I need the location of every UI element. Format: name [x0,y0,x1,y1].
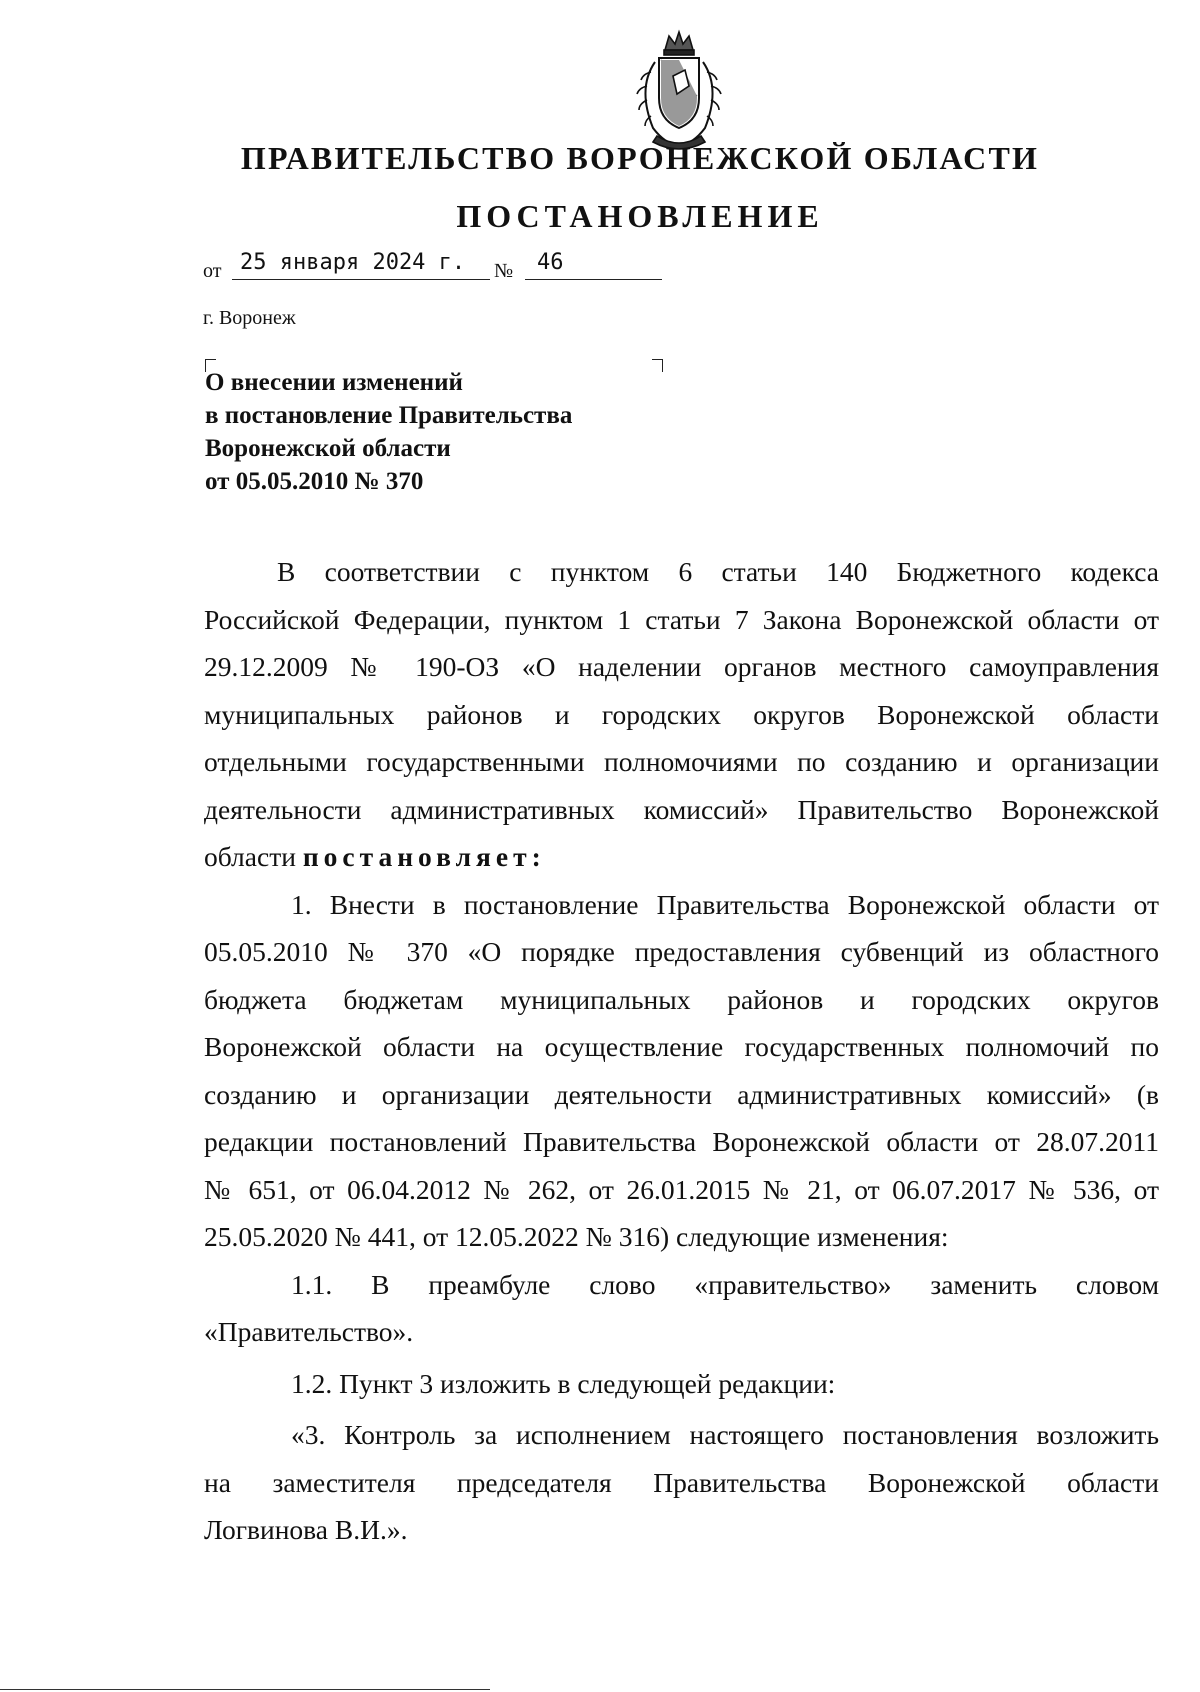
date-value: 25 января 2024 г. [240,250,466,275]
text-line: В соответствии с пунктом 6 статьи 140 Бюджетного кодекса [277,556,1159,587]
document-body [204,548,1159,1554]
number-prefix: № [494,260,514,282]
city-line: г. Воронеж [203,307,296,329]
paragraph-item-1 [204,881,1159,1261]
text-line: Воронежской области на осуществление государственных полномочий по [204,1031,1159,1062]
subject-line: в постановление Правительства [205,402,573,429]
date-prefix: от [203,260,222,282]
text-line: редакции постановлений Правительства Воронежской области от 28.07.2011 [204,1126,1159,1157]
subject-line: О внесении изменений [205,369,463,396]
document-subject [205,366,572,498]
text-line: на заместителя председателя Правительства Воронежской области [204,1466,1159,1498]
text-fragment: области [204,841,303,872]
date-number-line [203,250,673,290]
text-line: 1. Внести в постановление Правительства Воронежской области от [291,888,1159,920]
document-type-title: ПОСТАНОВЛЕНИЕ [456,198,824,234]
text-line: муниципальных районов и городских округов Воронежской области [204,698,1159,730]
text-line: созданию и организации деятельности административных комиссий» (в [204,1078,1159,1110]
paragraph-preamble [204,548,1159,881]
text-line: 1.2. Пункт 3 изложить в следующей редакции: [291,1367,836,1399]
text-line: 05.05.2010 № 370 «О порядке предоставления субвенций из областного [204,936,1159,967]
text-line [204,833,1159,881]
text-line: «3. Контроль за исполнением настоящего постановления возложить [291,1419,1159,1450]
text-line: Российской Федерации, пунктом 1 статьи 7 Закона Воронежской области от [204,603,1159,635]
number-value: 46 [537,250,564,275]
date-underline [232,279,490,280]
text-line: деятельности административных комиссий» Правительство Воронежской [204,793,1159,825]
subject-corner-right [652,359,663,372]
text-line: 1.1. В преамбуле слово «правительство» заменить словом [291,1268,1159,1300]
paragraph-item-1-1 [204,1261,1159,1356]
organization-title: ПРАВИТЕЛЬСТВО ВОРОНЕЖСКОЙ ОБЛАСТИ [240,140,1040,176]
text-line: 29.12.2009 № 190-ОЗ «О наделении органов местного самоуправления [204,651,1159,682]
text-line: бюджета бюджетам муниципальных районов и городских округов [204,983,1159,1015]
text-line: № 651, от 06.04.2012 № 262, от 26.01.2015 № 21, от 06.07.2017 № 536, от [204,1173,1159,1205]
text-line: «Правительство». [204,1316,414,1347]
resolves-keyword: постановляет: [302,841,546,872]
text-line: 25.05.2020 № 441, от 12.05.2022 № 316) следующие изменения: [204,1221,949,1252]
number-underline [525,279,662,280]
voronezh-coat-of-arms-emblem [627,28,731,154]
paragraph-quoted-item-3 [204,1411,1159,1554]
subject-line: Воронежской области [205,435,451,462]
text-line: Логвинова В.И.». [204,1514,408,1545]
text-line: отдельными государственными полномочиями по созданию и организации [204,746,1159,777]
paragraph-item-1-2 [204,1360,1159,1408]
footnote-rule [0,1689,490,1690]
subject-line: от 05.05.2010 № 370 [205,468,424,495]
